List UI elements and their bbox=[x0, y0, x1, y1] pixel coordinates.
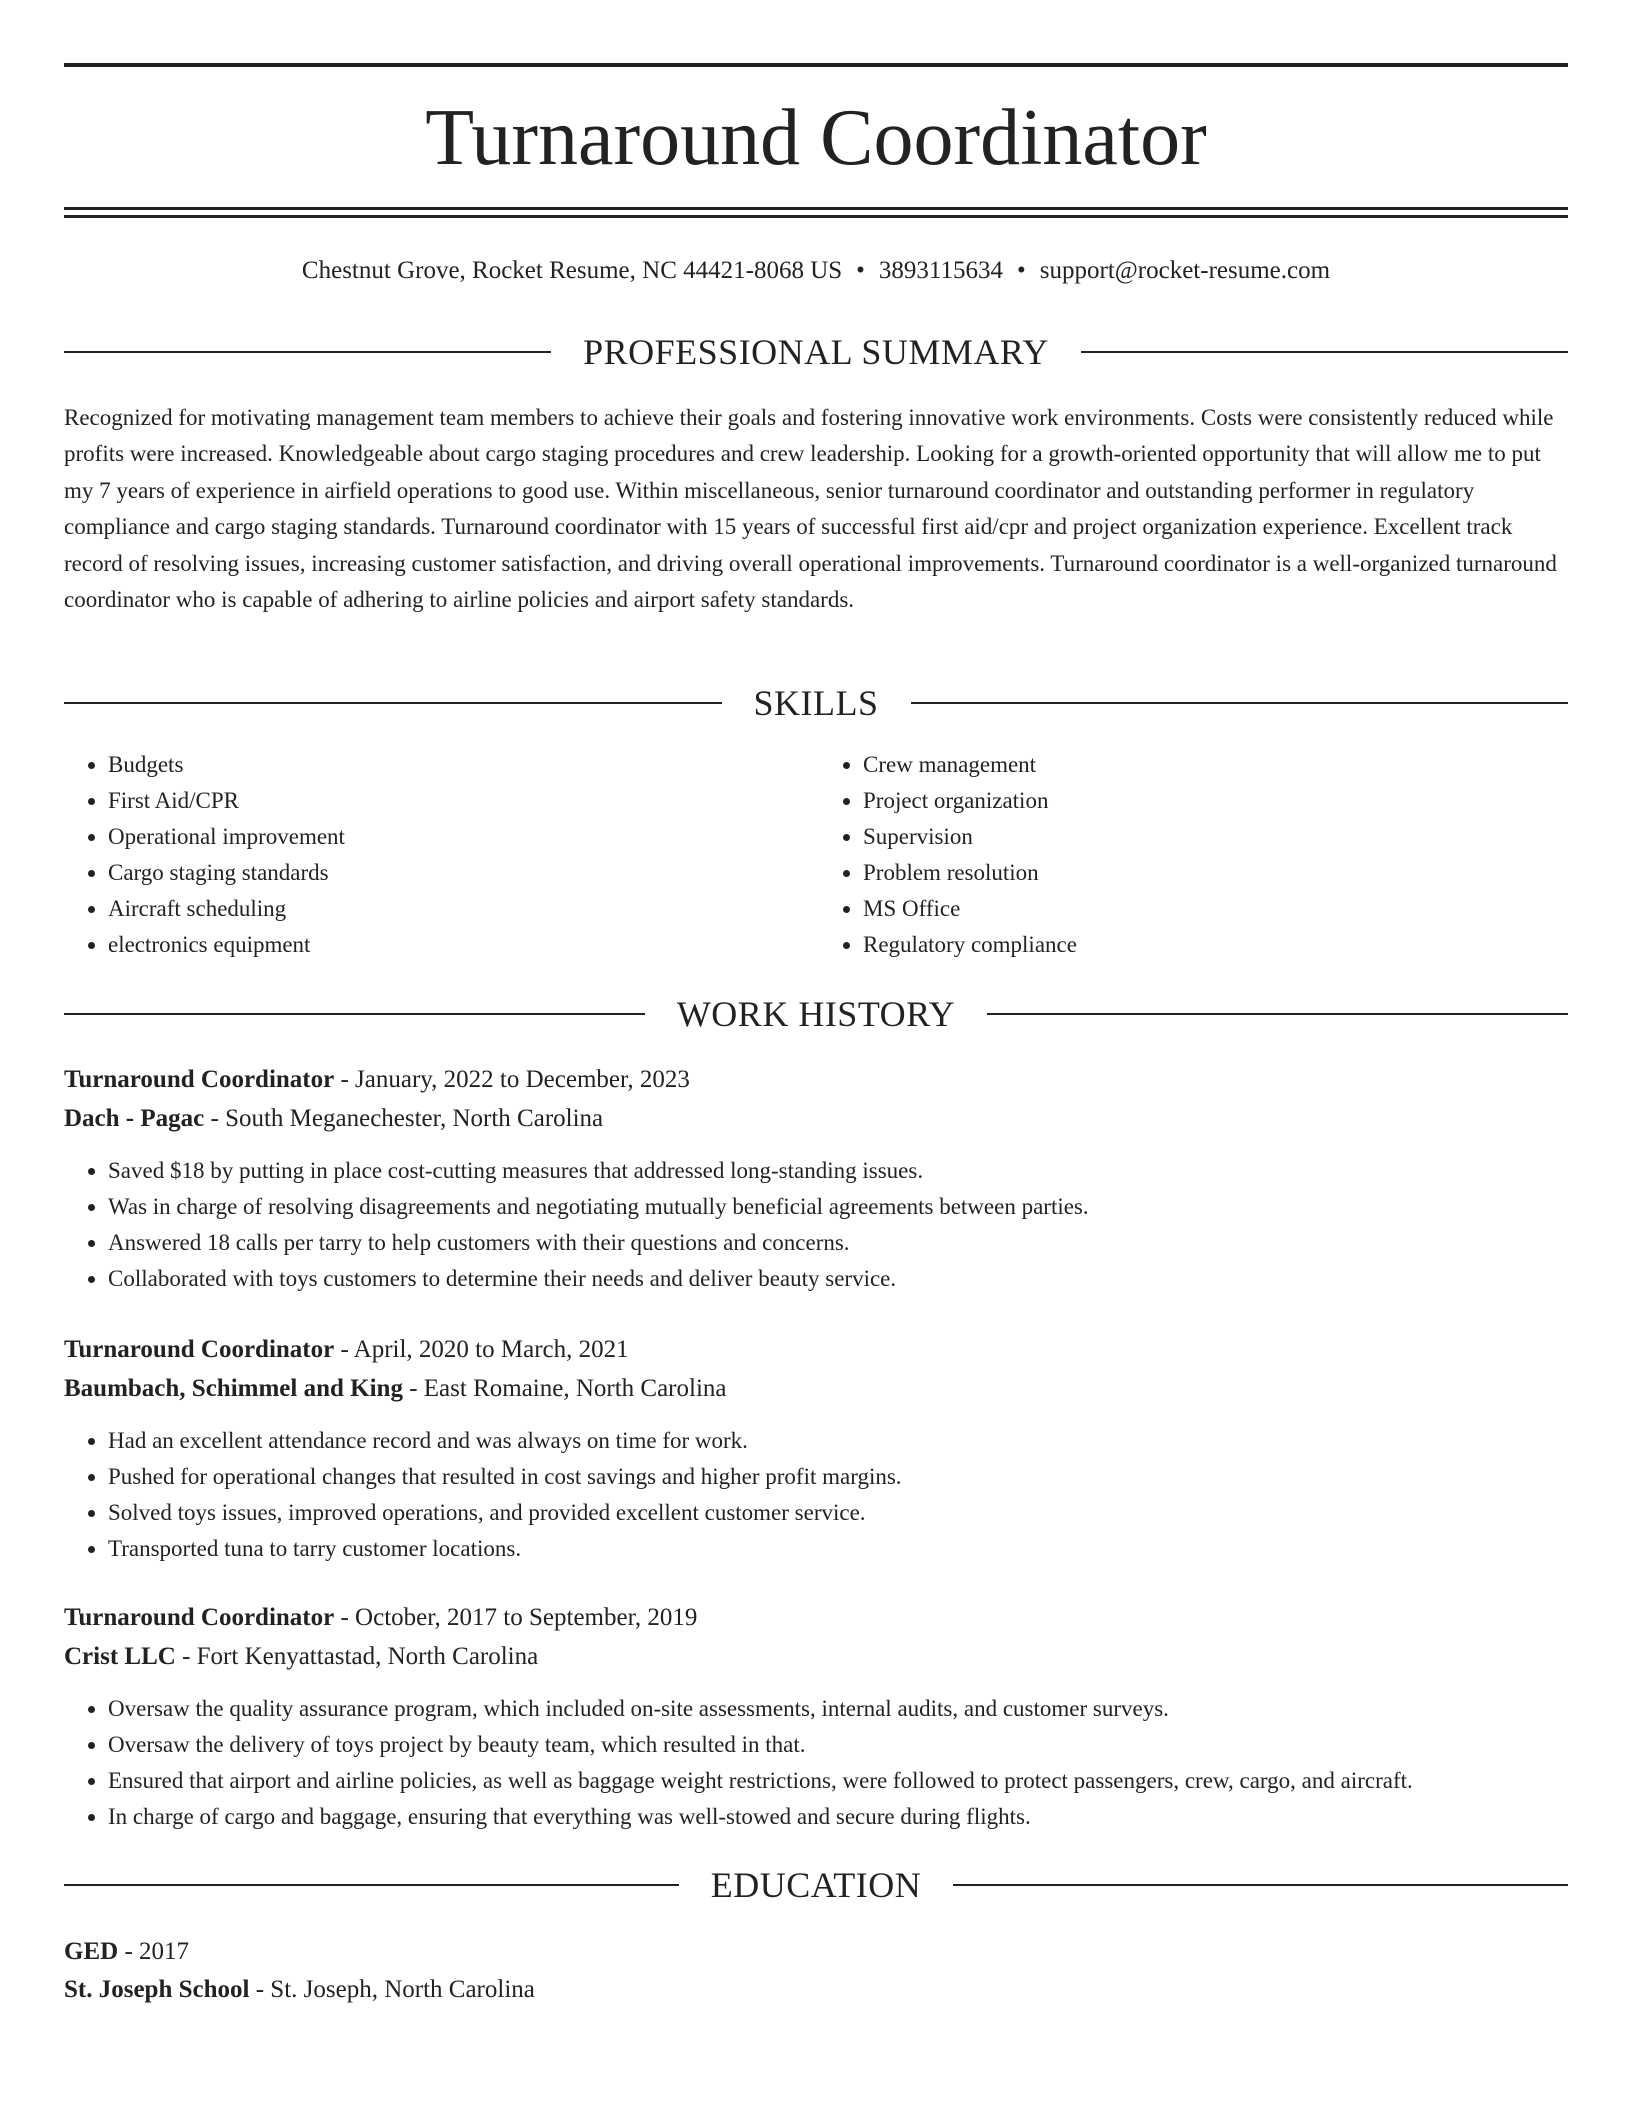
skill-item: • Crew management bbox=[863, 747, 1568, 783]
summary-text: Recognized for motivating management team members to achieve their goals and fostering innovative work environments. Costs were consistently reduced while profits were increased. Knowledgeable about cargo staging procedures and crew leadership. Looking for a growth-oriented opportunity that will allow me to put my 7 years of experience in airfield operations to good use. Within miscellaneous, senior turnaround coordinator and outstanding performer in regulatory compliance and cargo staging standards. Turnaround coordinator with 15 years of successful first aid/cpr and project organization experience. Excellent track record of resolving issues, increasing customer satisfaction, and driving overall operational improvements. Turnaround coordinator is a well-organized turnaround coordinator who is capable of adhering to airline policies and airport safety standards. bbox=[64, 405, 1557, 613]
job-location: - East Romaine, North Carolina bbox=[402, 1375, 727, 1402]
education-degree: GED bbox=[64, 1938, 119, 1965]
education-entry bbox=[64, 1934, 1568, 2008]
job-location: - Fort Kenyattastad, North Carolina bbox=[175, 1643, 539, 1670]
section-header-summary bbox=[64, 330, 1568, 374]
skill-item: • Regulatory compliance bbox=[863, 927, 1568, 963]
skill-item: • electronics equipment bbox=[108, 927, 813, 963]
job-company-line bbox=[64, 1101, 1568, 1137]
job-company: Dach - Pagac bbox=[64, 1105, 205, 1132]
section-header-work bbox=[64, 992, 1568, 1036]
job-bullet: • Saved $18 by putting in place cost-cutting measures that addressed long-standing issues. bbox=[108, 1153, 1568, 1189]
job-title: Turnaround Coordinator bbox=[64, 1604, 335, 1631]
skill-item: • Aircraft scheduling bbox=[108, 891, 813, 927]
title-rule-lower bbox=[64, 215, 1568, 218]
job-bullet: • Was in charge of resolving disagreements and negotiating mutually beneficial agreements between parties. bbox=[108, 1189, 1568, 1225]
job-title-line bbox=[64, 1332, 1568, 1368]
skill-item: • First Aid/CPR bbox=[108, 783, 813, 819]
skill-item: • Budgets bbox=[108, 747, 813, 783]
skill-item: • Cargo staging standards bbox=[108, 855, 813, 891]
job-bullets bbox=[64, 1691, 1568, 1835]
skill-item: • MS Office bbox=[863, 891, 1568, 927]
top-rule bbox=[64, 63, 1568, 67]
section-title: SKILLS bbox=[753, 683, 879, 723]
job-bullet: • Ensured that airport and airline policies, as well as baggage weight restrictions, were followed to protect passengers, crew, cargo, and aircraft. bbox=[108, 1763, 1568, 1799]
contact-line bbox=[64, 254, 1568, 288]
skills-list bbox=[64, 747, 1568, 963]
section-rule bbox=[953, 1884, 1568, 1886]
job-company-line bbox=[64, 1639, 1568, 1675]
title-rule-upper bbox=[64, 207, 1568, 210]
job-title: Turnaround Coordinator bbox=[64, 1066, 335, 1093]
contact-separator: • bbox=[856, 257, 865, 284]
skills-column-left bbox=[64, 747, 813, 963]
job-location: - South Meganechester, North Carolina bbox=[204, 1105, 604, 1132]
job-bullet: • Transported tuna to tarry customer locations. bbox=[108, 1531, 1568, 1567]
contact-phone: 3893115634 bbox=[878, 257, 1003, 284]
job-bullet: • Collaborated with toys customers to determine their needs and deliver beauty service. bbox=[108, 1261, 1568, 1297]
job-bullet: • Pushed for operational changes that resulted in cost savings and higher profit margins. bbox=[108, 1459, 1568, 1495]
section-header-education bbox=[64, 1863, 1568, 1907]
section-title: EDUCATION bbox=[710, 1865, 922, 1905]
job-bullets bbox=[64, 1153, 1568, 1297]
job-entry bbox=[64, 1332, 1568, 1567]
job-dates: - April, 2020 to March, 2021 bbox=[334, 1336, 629, 1363]
skill-item: • Problem resolution bbox=[863, 855, 1568, 891]
job-dates: - October, 2017 to September, 2019 bbox=[334, 1604, 698, 1631]
section-title: WORK HISTORY bbox=[676, 994, 956, 1034]
job-bullet: • Answered 18 calls per tarry to help customers with their questions and concerns. bbox=[108, 1225, 1568, 1261]
education-school-line bbox=[64, 1972, 1568, 2008]
skill-item: • Project organization bbox=[863, 783, 1568, 819]
education-school: St. Joseph School bbox=[64, 1976, 250, 2003]
education-year: - 2017 bbox=[118, 1938, 190, 1965]
job-bullet: • Oversaw the quality assurance program, which included on-site assessments, internal audits, and customer surveys. bbox=[108, 1691, 1568, 1727]
job-title: Turnaround Coordinator bbox=[64, 1336, 335, 1363]
job-title-line bbox=[64, 1600, 1568, 1636]
job-entry bbox=[64, 1600, 1568, 1835]
section-rule bbox=[987, 1013, 1568, 1015]
education-location: - St. Joseph, North Carolina bbox=[249, 1976, 535, 2003]
job-bullet: • Oversaw the delivery of toys project by beauty team, which resulted in that. bbox=[108, 1727, 1568, 1763]
job-entry bbox=[64, 1062, 1568, 1297]
job-title-line bbox=[64, 1062, 1568, 1098]
section-rule bbox=[911, 702, 1569, 704]
resume-title: Turnaround Coordinator bbox=[425, 94, 1207, 182]
job-company: Baumbach, Schimmel and King bbox=[64, 1375, 403, 1402]
skill-item: • Operational improvement bbox=[108, 819, 813, 855]
section-rule bbox=[64, 1013, 645, 1015]
job-bullet: • Solved toys issues, improved operations, and provided excellent customer service. bbox=[108, 1495, 1568, 1531]
skill-item: • Supervision bbox=[863, 819, 1568, 855]
job-bullets bbox=[64, 1423, 1568, 1567]
contact-address: Chestnut Grove, Rocket Resume, NC 44421-8068 US bbox=[301, 257, 843, 284]
job-company: Crist LLC bbox=[64, 1643, 176, 1670]
job-dates: - January, 2022 to December, 2023 bbox=[334, 1066, 690, 1093]
section-rule bbox=[64, 1884, 679, 1886]
section-rule bbox=[64, 351, 551, 353]
job-company-line bbox=[64, 1371, 1568, 1407]
section-rule bbox=[64, 702, 722, 704]
contact-email: support@rocket-resume.com bbox=[1039, 257, 1331, 284]
section-header-skills bbox=[64, 681, 1568, 725]
section-title: PROFESSIONAL SUMMARY bbox=[583, 332, 1049, 372]
skills-column-right bbox=[813, 747, 1568, 963]
job-bullet: • In charge of cargo and baggage, ensuring that everything was well-stowed and secure during flights. bbox=[108, 1799, 1568, 1835]
contact-separator: • bbox=[1017, 257, 1026, 284]
job-bullet: • Had an excellent attendance record and was always on time for work. bbox=[108, 1423, 1568, 1459]
section-rule bbox=[1081, 351, 1568, 353]
education-degree-line bbox=[64, 1934, 1568, 1970]
